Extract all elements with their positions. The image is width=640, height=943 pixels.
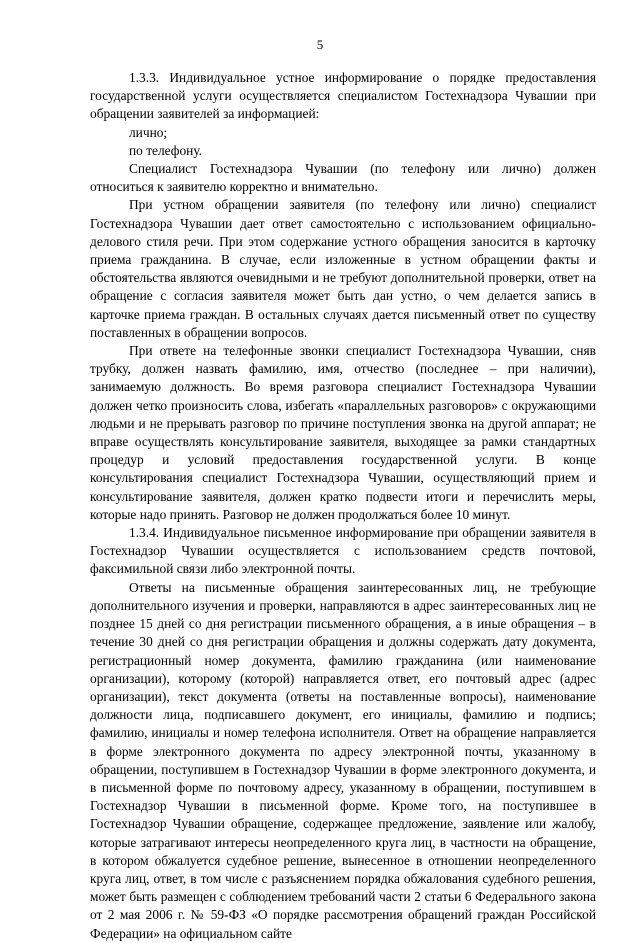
page-number: 5: [316, 37, 324, 52]
paragraph-1-3-3: 1.3.3. Индивидуальное устное информирование о порядке предоставления государственной услуги осуществляется специалистом Гостехнадзора Чувашии при обращении заявителей за информацией:: [90, 70, 596, 122]
paragraph-list-item-in-person: лично;: [129, 124, 168, 140]
paragraph-list-item-phone: по телефону.: [129, 142, 203, 158]
document-body: [90, 69, 596, 943]
paragraph-written-replies: Ответы на письменные обращения заинтересованных лиц, не требующие дополнительного изучения и проверки, направляются в адрес заинтересованных лиц не позднее 15 дней со дня регистрации письменного обращения, а в иные обращения – в течение 30 дней со дня регистрации обращения и должны содержать дату документа, регистрационный номер документа, фамилию гражданина (или наименование организации), которому (которой) направляется ответ, его почтовый адрес (адрес организации), текст документа (ответы на поставленные вопросы), наименование должности лица, подписавшего документ, его инициалы, фамилию и подпись; фамилию, инициалы и номер телефона исполнителя. Ответ на обращение направляется в форме электронного документа по адресу электронной почты, указанному в обращении, поступившем в Гостехнадзор Чувашии в форме электронного документа, и в письменной форме по почтовому адресу, указанному в обращении, поступившем в Гостехнадзор Чувашии в письменной форме. Кроме того, на поступившее в Гостехнадзор Чувашии обращение, содержащее предложение, заявление или жалобу, которые затрагивают интересы неопределенного круга лиц, в частности на обращение, в котором обжалуется судебное решение, вынесенное в отношении неопределенного круга лиц, ответ, в том числе с разъяснением порядка обжалования судебного решения, может быть размещен с соблюдением требований части 2 статьи 6 Федерального закона от 2 мая 2006 г. № 59-ФЗ «О порядке рассмотрения обращений граждан Российской Федерации» на официальном сайте: [90, 579, 596, 941]
paragraph-1-3-4: 1.3.4. Индивидуальное письменное информирование при обращении заявителя в Гостехнадзор Чувашии осуществляется с использованием средств почтовой, факсимильной связи либо электронной почты.: [90, 525, 596, 577]
paragraph-oral-request: При устном обращении заявителя (по телефону или лично) специалист Гостехнадзора Чувашии дает ответ самостоятельно с использованием официально-делового стиля речи. При этом содержание устного обращения заносится в карточку приема гражданина. В случае, если изложенные в устном обращении факты и обстоятельства являются очевидными и не требуют дополнительной проверки, ответ на обращение с согласия заявителя может быть дан устно, о чем делается запись в карточке приема граждан. В остальных случаях дается письменный ответ по существу поставленных в обращении вопросов.: [90, 197, 596, 340]
paragraph-specialist-conduct: Специалист Гостехнадзора Чувашии (по телефону или лично) должен относиться к заявителю корректно и внимательно.: [90, 161, 596, 195]
paragraph-phone-calls: При ответе на телефонные звонки специалист Гостехнадзора Чувашии, сняв трубку, должен назвать фамилию, имя, отчество (последнее – при наличии), занимаемую должность. Во время разговора специалист Гостехнадзора Чувашии должен четко произносить слова, избегать «параллельных разговоров» с окружающими людьми и не прерывать разговор по причине поступления звонка на другой аппарат; не вправе осуществлять консультирование заявителя, выходящее за рамки стандартных процедур и условий предоставления государственной услуги. В конце консультирования специалист Гостехнадзора Чувашии, осуществляющий прием и консультирование заявителя, должен кратко подвести итоги и перечислить меры, которые надо принять. Разговор не должен продолжаться более 10 минут.: [90, 343, 596, 522]
